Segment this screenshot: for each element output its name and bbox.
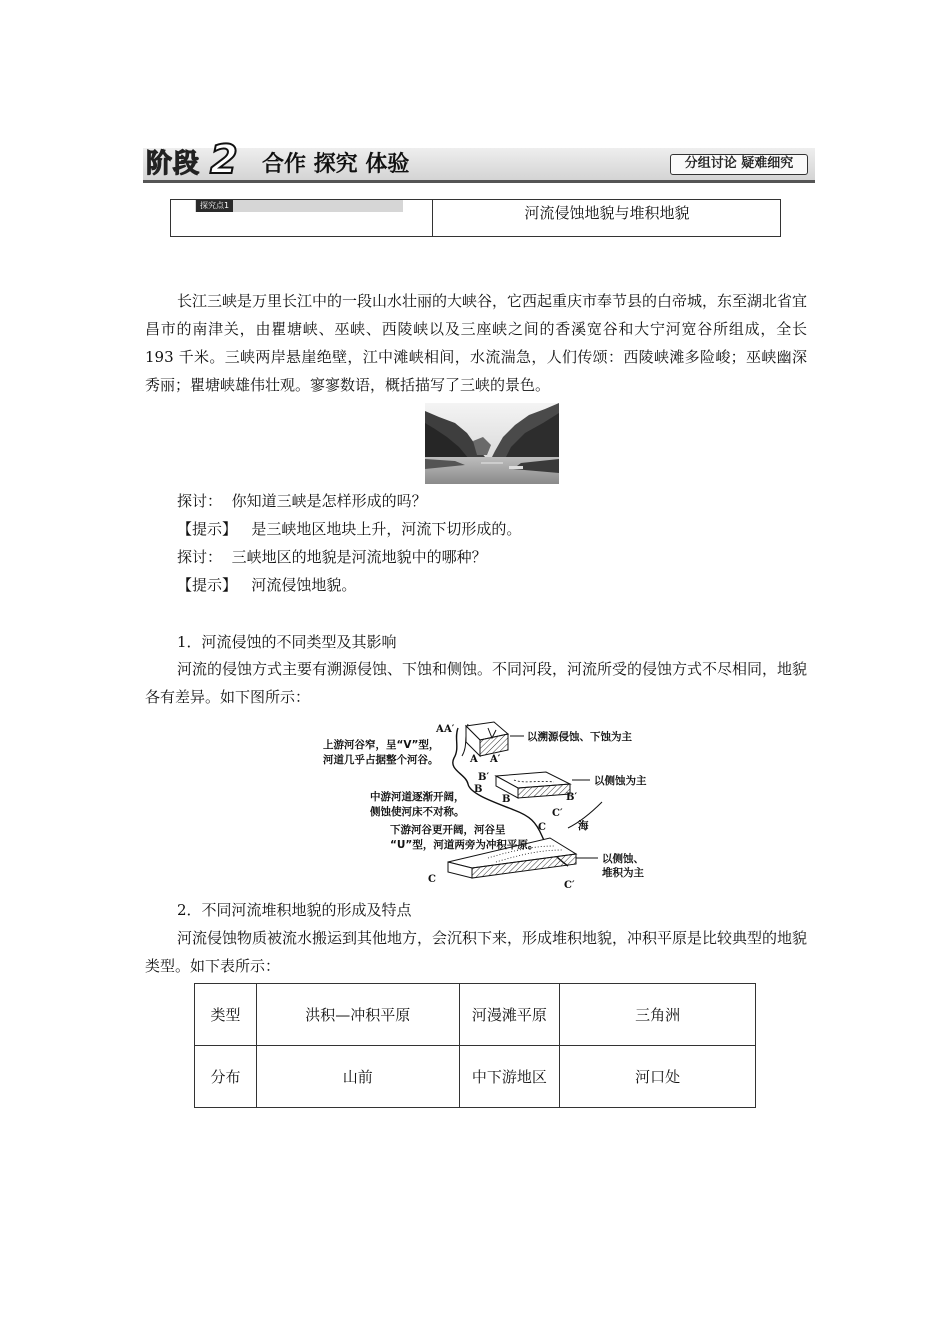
qa-label: 【提示】 [177,520,238,538]
table-cell: 河漫滩平原 [459,984,560,1046]
table-cell: 中下游地区 [459,1046,560,1108]
section-title: 合作 探究 体验 [262,152,410,177]
middle-note-2: 侧蚀使河床不对称。 [370,806,465,818]
stage-number: 2 [210,137,238,183]
section1-body: 河流的侵蚀方式主要有溯源侵蚀、下蚀和侧蚀。不同河段，河流所受的侵蚀方式不尽相同，地貌各有差异。如下图所示： [145,660,808,706]
qa-text: 河流侵蚀地貌。 [251,576,357,594]
stage-label: 阶段 [146,149,201,179]
qa-text: 是三峡地区地块上升，河流下切形成的。 [251,520,522,538]
letter-A1-top: A′ [444,724,455,735]
section1-heading: 1．河流侵蚀的不同类型及其影响 [177,633,397,651]
qa-label: 探讨： [177,492,223,510]
letter-C1-top: C′ [552,808,563,819]
label-lower-1: 以侧蚀、 [602,853,644,865]
table-row [195,984,756,1046]
letter-C1: C′ [564,880,575,890]
letter-B-top: B [474,784,483,795]
three-gorges-photo [425,403,559,484]
table-cell: 山前 [256,1046,459,1108]
inquiry-badge: 探究点1 [196,200,233,212]
inquiry-title: 河流侵蚀地貌与堆积地貌 [524,204,690,222]
table-row [195,1046,756,1108]
lower-note-1: 下游河谷更开阔，河谷呈 [390,824,506,836]
upper-note-2: 河道几乎占据整个河谷。 [323,754,439,766]
letter-A: A [470,754,478,765]
qa-label: 探讨： [177,548,223,566]
qa-line-1 [177,490,427,512]
label-upper: 以溯源侵蚀、下蚀为主 [527,731,632,743]
section-tag: 分组讨论 疑难细究 [670,154,808,175]
middle-note-1: 中游河道逐渐开阔， [370,791,465,803]
letter-B1-top: B′ [478,772,490,783]
qa-line-4 [177,574,356,596]
letter-B: B [502,794,511,805]
table-cell: 分布 [195,1046,257,1108]
letter-C: C [428,874,436,885]
qa-text: 三峡地区的地貌是河流地貌中的哪种？ [231,548,487,566]
river-erosion-diagram [318,718,678,894]
letter-C-top: C [538,822,546,833]
lower-note-2: “U”型，河道两旁为冲积平原。 [390,839,539,851]
table-cell: 三角洲 [560,984,756,1046]
qa-line-2 [177,518,521,540]
table-cell: 河口处 [560,1046,756,1108]
qa-line-3 [177,546,487,568]
section2-heading: 2．不同河流堆积地貌的形成及特点 [177,901,412,919]
section2-body: 河流侵蚀物质被流水搬运到其他地方，会沉积下来，形成堆积地貌，冲积平原是比较典型的地貌类型。如下表所示： [145,929,808,975]
letter-A1: A′ [490,754,501,765]
letter-B1: B′ [566,792,578,803]
deposition-table [194,983,756,1108]
letter-A-top: A [436,724,444,735]
label-lower-2: 堆积为主 [602,867,644,879]
table-cell: 类型 [195,984,257,1046]
upper-valley-block [466,722,508,756]
qa-label: 【提示】 [177,576,238,594]
qa-text: 你知道三峡是怎样形成的吗？ [231,492,427,510]
intro-paragraph: 长江三峡是万里长江中的一段山水壮丽的大峡谷，它西起重庆市奉节县的白帝城，东至湖北省宜昌市的南津关，由瞿塘峡、巫峡、西陵峡以及三座峡之间的香溪宽谷和大宁河宽谷所组成，全长 193 千米。三峡两岸悬崖绝壁，江中滩峡相间，水流湍急，人们传颂：西陵峡滩多险峻；巫峡幽深秀丽；瞿塘峡雄伟壮观。寥寥数语，概括描写了三峡的景色。 [145,292,808,394]
label-sea: 海 [578,820,589,832]
table-cell: 洪积—冲积平原 [256,984,459,1046]
label-middle: 以侧蚀为主 [594,775,647,787]
upper-note-1: 上游河谷窄，呈“V”型， [323,739,440,751]
